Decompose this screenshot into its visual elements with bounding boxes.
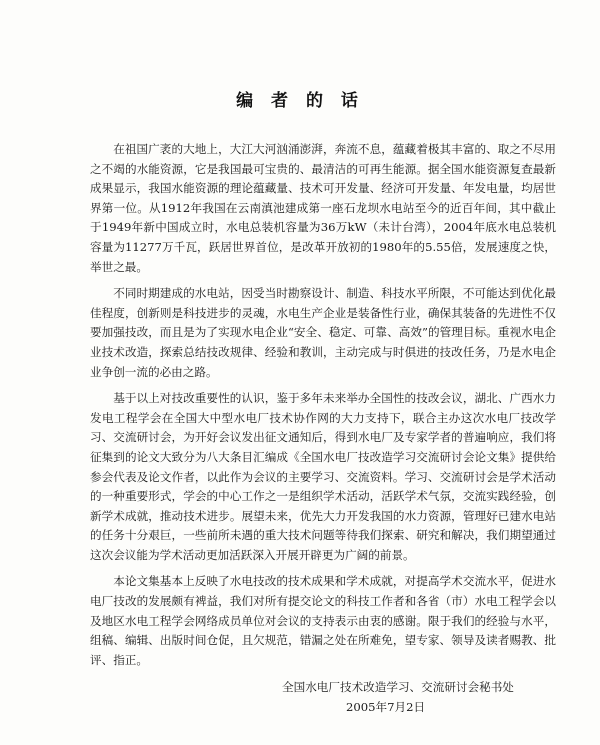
paragraph-1: 在祖国广袤的大地上，大江大河汹涌澎湃，奔流不息，蕴藏着极其丰富的、取之不尽用之不竭的水能资源，它是我国最可宝贵的、最清洁的可再生能源。据全国水能资源复查最新成果显示，我国水能资源的理论蕴藏量、技术可开发量、经济可开发量、年发电量，均居世界第一位。从1912年我国在云南滇池建成第一座石龙坝水电站至今的近百年间，其中截止于1949年新中国成立时，水电总装机容量为36万kW（未计台湾），2004年底水电总装机容量为11277万千瓦，跃居世界首位，是改革开放初的1980年的5.55倍，发展速度之快，举世之最。 (90, 142, 556, 274)
paragraph-2: 不同时期建成的水电站，因受当时勘察设计、制造、科技水平所限，不可能达到优化最佳程度，创新则是科技进步的灵魂，水电生产企业是装备性行业，确保其装备的先进性不仅要加强技改，而且是为了实现水电企业“安全、稳定、可靠、高效”的管理目标。重视水电企业技术改造，探索总结技改规律、经验和教训，主动完成与时俱进的技改任务，乃是水电企业争创一流的必由之路。 (90, 286, 556, 379)
paragraph-4: 本论文集基本上反映了水电技改的技术成果和学术成就，对提高学术交流水平，促进水电厂技改的发展颇有裨益，我们对所有提交论文的科技工作者和各省（市）水电工程学会以及地区水电工程学会网络成员单位对会议的支持表示由衷的感谢。限于我们的经验与水平，组稿、编辑、出版时间仓促，且欠规范，错漏之处在所难免，望专家、领导及读者赐教、批评、指正。 (90, 574, 556, 667)
preface-body (90, 140, 556, 677)
paragraph-3: 基于以上对技改重要性的认识，鉴于多年未来举办全国性的技改会议，湖北、广西水力发电工程学会在全国大中型水电厂技术协作网的大力支持下，联合主办这次水电厂技改学习、交流研讨会，为开好会议发出征文通知后，得到水电厂及专家学者的普遍响应，我们将征集到的论文大致分为八大条目汇编成《全国水电厂技改造学习交流研讨会论文集》提供给参会代表及论文作者，以此作为会议的主要学习、交流资料。学习、交流研讨会是学术活动的一种重要形式，学会的中心工作之一是组织学术活动，活跃学术气氛，交流实践经验，创新学术成就，推动技术进步。展望未来，优先大力开发我国的水力资源，管理好已建水电站的任务十分艰巨，一些前所未遇的重大技术问题等待我们探索、研究和解决，我们期望通过这次会议能为学术活动更加活跃深入开展开辟更为广阔的前景。 (90, 391, 556, 562)
page-title: 编 者 的 话 (236, 91, 364, 111)
signature-date: 2005年7月2日 (346, 699, 426, 714)
signature-block (282, 678, 582, 717)
signature-organization: 全国水电厂技术改造学习、交流研讨会秘书处 (282, 680, 514, 694)
